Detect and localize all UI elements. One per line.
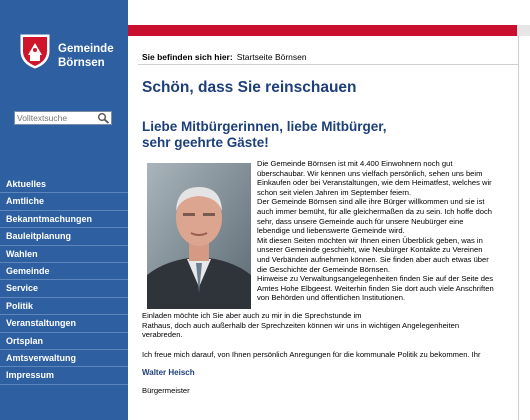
- sidebar: [0, 0, 128, 420]
- nav-item-bekanntmachungen[interactable]: Bekanntmachungen: [0, 211, 128, 228]
- text-line: Einkaufen oder bei Veranstaltungen, wie dem Heimatfest, welches wir: [257, 178, 492, 188]
- breadcrumb-divider: [138, 64, 518, 65]
- closing-paragraph: Ich freue mich darauf, von Ihnen persönlich Anregungen für die kommunale Politik zu bekommen. Ihr: [142, 350, 481, 359]
- subtitle-line-2: sehr geehrte Gäste!: [142, 135, 269, 150]
- main-nav: [0, 176, 128, 385]
- nav-item-bauleitplanung[interactable]: Bauleitplanung: [0, 228, 128, 245]
- nav-item-ortsplan[interactable]: Ortsplan: [0, 333, 128, 350]
- breadcrumb-label: Sie befinden sich hier:: [142, 52, 233, 62]
- portrait-image: [147, 163, 251, 309]
- breadcrumb: [142, 52, 307, 62]
- top-strip: [128, 0, 530, 25]
- text-line: lebendige und liebenswerte Gemeinde wird.: [257, 226, 405, 236]
- text-line: Rathaus, doch auch außerhalb der Sprechzeiten können wir uns in wichtigen Angelegenheiten: [142, 320, 460, 330]
- header-red-bar: [128, 25, 530, 36]
- search-input[interactable]: [17, 112, 95, 124]
- page-subtitle: [142, 119, 442, 151]
- text-line: Die Gemeinde Börnsen ist mit 4.400 Einwohnern noch gut: [257, 159, 453, 168]
- text-line: Amtes Hohe Elbgeest. Weiterhin finden Sie dort auch viele Anschriften: [257, 283, 494, 293]
- intro-text: [257, 159, 515, 303]
- search-box: [14, 111, 112, 125]
- nav-item-amtsverwaltung[interactable]: Amtsverwaltung: [0, 350, 128, 367]
- text-line: die Geschichte der Gemeinde Börnsen.: [257, 264, 390, 274]
- text-line: überschaubar. Wir kennen uns vielfach persönlich, sehen uns beim: [257, 168, 483, 178]
- content-right-border: [518, 36, 519, 420]
- header-bar-end: [517, 25, 530, 36]
- text-line: Der Gemeinde Börnsen sind alle ihre Bürger willkommen und sie ist: [257, 197, 485, 207]
- search-icon[interactable]: [97, 112, 110, 124]
- text-line: verabreden.: [142, 330, 183, 340]
- invitation-paragraph: [142, 311, 517, 340]
- text-line: Hinweise zu Verwaltungsangelegenheiten finden Sie auf der Seite des: [257, 274, 493, 284]
- site-logo[interactable]: [18, 33, 128, 75]
- brand-line-2: Börnsen: [58, 57, 105, 69]
- nav-item-veranstaltungen[interactable]: Veranstaltungen: [0, 315, 128, 332]
- signature-name: Walter Heisch: [142, 368, 195, 377]
- nav-item-wahlen[interactable]: Wahlen: [0, 246, 128, 263]
- coat-of-arms-icon: [18, 33, 52, 69]
- brand-line-1: Gemeinde: [58, 43, 114, 55]
- text-line: unserer Gemeinde geschieht, wie Neubürger Kontakte zu Vereinen: [257, 245, 483, 255]
- nav-item-service[interactable]: Service: [0, 280, 128, 297]
- nav-item-politik[interactable]: Politik: [0, 298, 128, 315]
- nav-item-impressum[interactable]: Impressum: [0, 367, 128, 384]
- subtitle-line-1: Liebe Mitbürgerinnen, liebe Mitbürger,: [142, 119, 387, 134]
- mayor-photo: [147, 163, 251, 309]
- breadcrumb-link-home[interactable]: Startseite Börnsen: [236, 52, 307, 62]
- signature-role: Bürgermeister: [142, 386, 190, 395]
- text-line: von Behörden und öffentlichen Institutionen.: [257, 293, 406, 303]
- nav-item-aktuelles[interactable]: Aktuelles: [0, 176, 128, 193]
- text-line: Einladen möchte ich Sie aber auch zu mir in die Sprechstunde im: [142, 311, 362, 320]
- nav-item-gemeinde[interactable]: Gemeinde: [0, 263, 128, 280]
- text-line: schon seit vielen Jahren im September feiern.: [257, 187, 412, 197]
- text-line: Mit diesen Seiten möchten wir Ihnen einen Überblick geben, was in: [257, 235, 483, 245]
- brand-name: [58, 42, 114, 70]
- text-line: auch immer bemüht, für alle gleichermaßen da zu sein. Ich hoffe doch: [257, 206, 492, 216]
- page-title: Schön, dass Sie reinschauen: [142, 79, 357, 96]
- nav-item-amtliche[interactable]: Amtliche: [0, 193, 128, 210]
- text-line: sehr, dass unsere Gemeinde auch für unsere Neubürger eine: [257, 216, 464, 226]
- text-line: und Verbänden aufnehmen können. Sie finden aber auch etwas über: [257, 254, 489, 264]
